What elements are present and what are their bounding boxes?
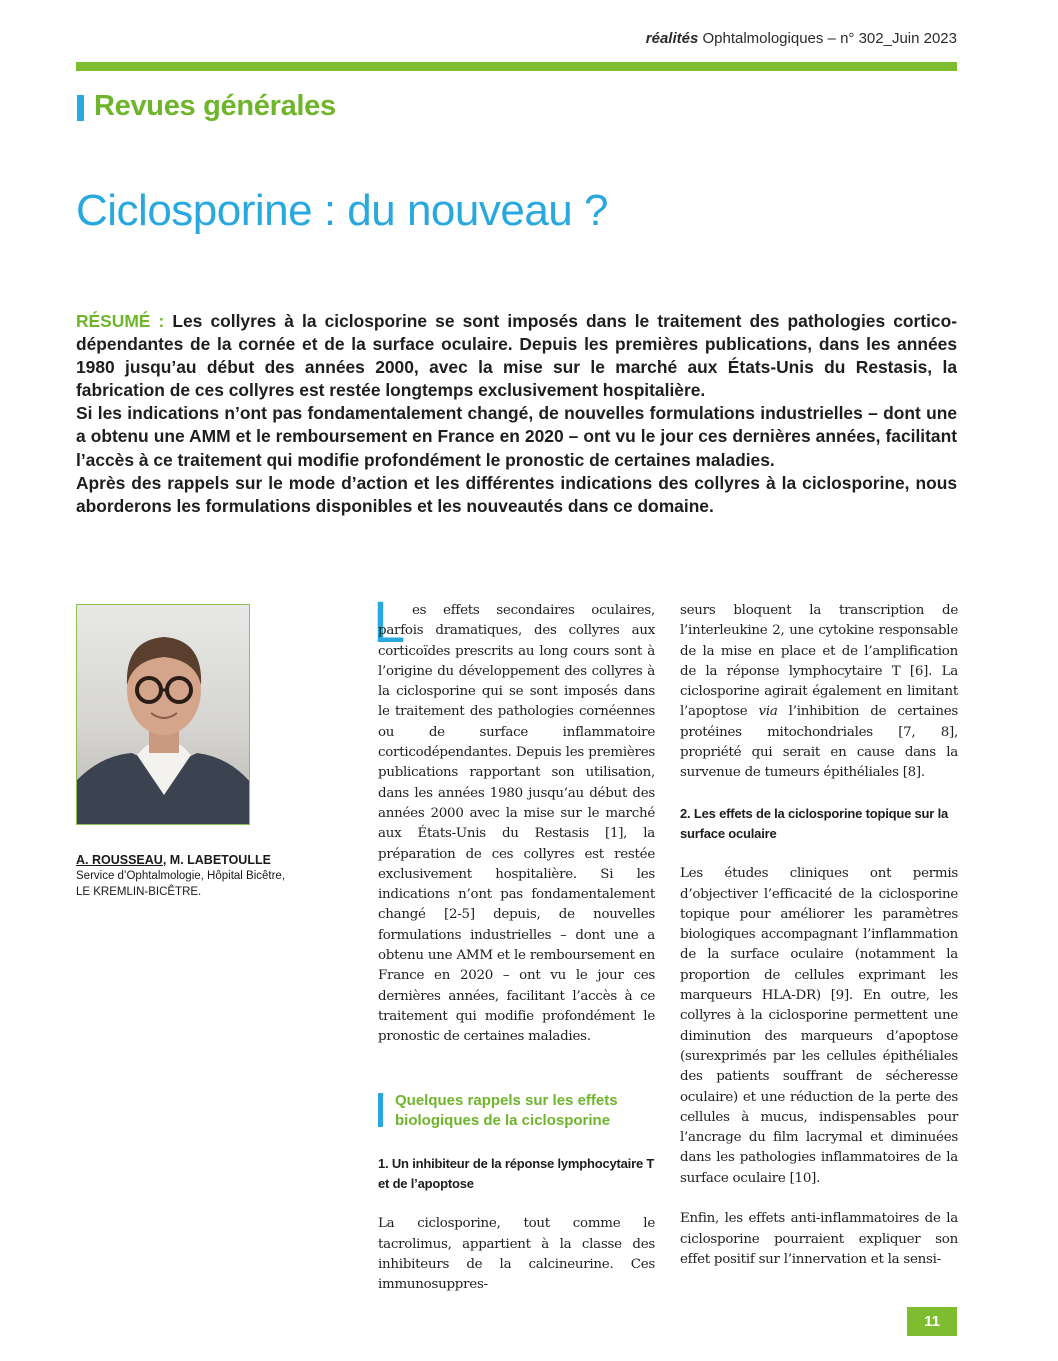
heading-marker (378, 1093, 383, 1127)
article-title: Ciclosporine : du nouveau ? (76, 186, 608, 235)
drop-cap: L (373, 590, 406, 655)
section-heading: Quelques rappels sur les effets biologiques de la ciclosporine (395, 1092, 618, 1129)
paragraph-innervation: Enfin, les effets anti-inflammatoires de la ciclosporine pourraient expliquer son effet positif sur l’innervation et la sensi- (680, 1211, 958, 1267)
author-photo (76, 604, 250, 825)
author-names: A. ROUSSEAU, M. LABETOULLE (76, 853, 271, 867)
abstract-paragraph-1: RÉSUMÉ : Les collyres à la ciclosporine se sont imposés dans le traitement des pathologies cortico-dépendantes de la cornée et de la surface oculaire. Depuis les premières publications, dans les années 1980 jusqu’au début des années 2000, avec la mise sur le marché aux États-Unis du Restasis, la fabrication de ces collyres est restée longtemps exclusivement hospitalière. (76, 311, 957, 401)
subheading-1: 1. Un inhibiteur de la réponse lymphocytaire T et de l’apoptose (378, 1156, 655, 1191)
paragraph-calcineurin: La ciclosporine, tout comme le tacrolimus, appartient à la classe des inhibiteurs de la calcineurine. Ces immunosuppres- (378, 1216, 655, 1293)
abstract-keyword: RÉSUMÉ : (76, 311, 165, 331)
page-number: 11 (907, 1307, 957, 1336)
header-rule (76, 62, 957, 71)
abstract-paragraph-2: Si les indications n’ont pas fondamentalement changé, de nouvelles formulations industrielles – dont une a obtenu une AMM et le remboursement en France en 2020 – ont vu le jour ces dernières années, facilitant l’accès à ce traitement qui modifie profondément le pronostic de certaines maladies. (76, 403, 957, 470)
body-column-1-lower (378, 1154, 655, 1295)
author-city: LE KREMLIN-BICÊTRE. (76, 886, 202, 898)
intro-paragraph: es effets secondaires oculaires, parfois dramatiques, des collyres aux corticoïdes prescrits au long cours sont à l’origine du développement des collyres à la ciclosporine qui se sont imposés dans le traitement des pathologies cornéennes ou de surface inflammatoire corticodépendantes. Depuis les premières publications rapportant son utilisation, dans les années 1980 jusqu’au début des années 2000 avec la mise sur le marché aux États-Unis du Restasis [1], la préparation de ces collyres est restée exclusivement hospitalière. Si les indications n’ont pas fondamentalement changé [2-5] depuis, de nouvelles formulations industrielles – dont une a obtenu une AMM et le remboursement en France en 2020 – ont vu le jour ces dernières années, facilitant l’accès à ce traitement qui modifie profondément le pronostic de certaines maladies. (378, 603, 655, 1045)
journal-brand: réalités (645, 30, 699, 47)
paragraph-clinical: Les études cliniques ont permis d’objectiver l’efficacité de la ciclosporine topique pour améliorer les paramètres biologiques accompagnant l’inflammation de la surface oculaire (notamment la proportion de cellules exprimant les marqueurs HLA-DR) [9]. En outre, les collyres à la ciclosporine permettent une diminution des marqueurs d’apoptose (surexprimés par les cellules épithéliales des patients souffrant de sécheresse oculaire) et une réduction de la perte des cellules à mucus, indispensables pour l’ancrage du film lacrymal et diminuées dans les pathologies inflammatoires de la surface oculaire [10]. (680, 866, 958, 1186)
body-column-1 (378, 601, 655, 1048)
abstract-paragraph-3: Après des rappels sur le mode d’action et les différentes indications des collyres à la ciclosporine, nous aborderons les formulations disponibles et les nouveautés dans ce domaine. (76, 472, 957, 516)
author-block (76, 852, 316, 900)
section-label: Revues générales (94, 90, 336, 122)
issue-info: Ophtalmologiques – n° 302_Juin 2023 (698, 30, 957, 47)
section-marker (77, 95, 84, 121)
running-head (646, 30, 957, 47)
subheading-2: 2. Les effets de la ciclosporine topique sur la surface oculaire (680, 805, 949, 841)
body-column-2 (680, 601, 958, 1270)
author-affiliation: Service d’Ophtalmologie, Hôpital Bicêtre, (76, 870, 286, 882)
abstract (76, 310, 957, 518)
paragraph-mechanism: seurs bloquent la transcription de l’interleukine 2, une cytokine responsable de la mise en place et de l’amplification de la réponse lymphocytaire T [6]. La ciclosporine agirait également en limitant l’apoptose via l’inhibition de certaines protéines mitochondriales [7, 8], propriété qui serait en cause dans la survenue de tumeurs épithéliales [8]. (680, 603, 958, 781)
